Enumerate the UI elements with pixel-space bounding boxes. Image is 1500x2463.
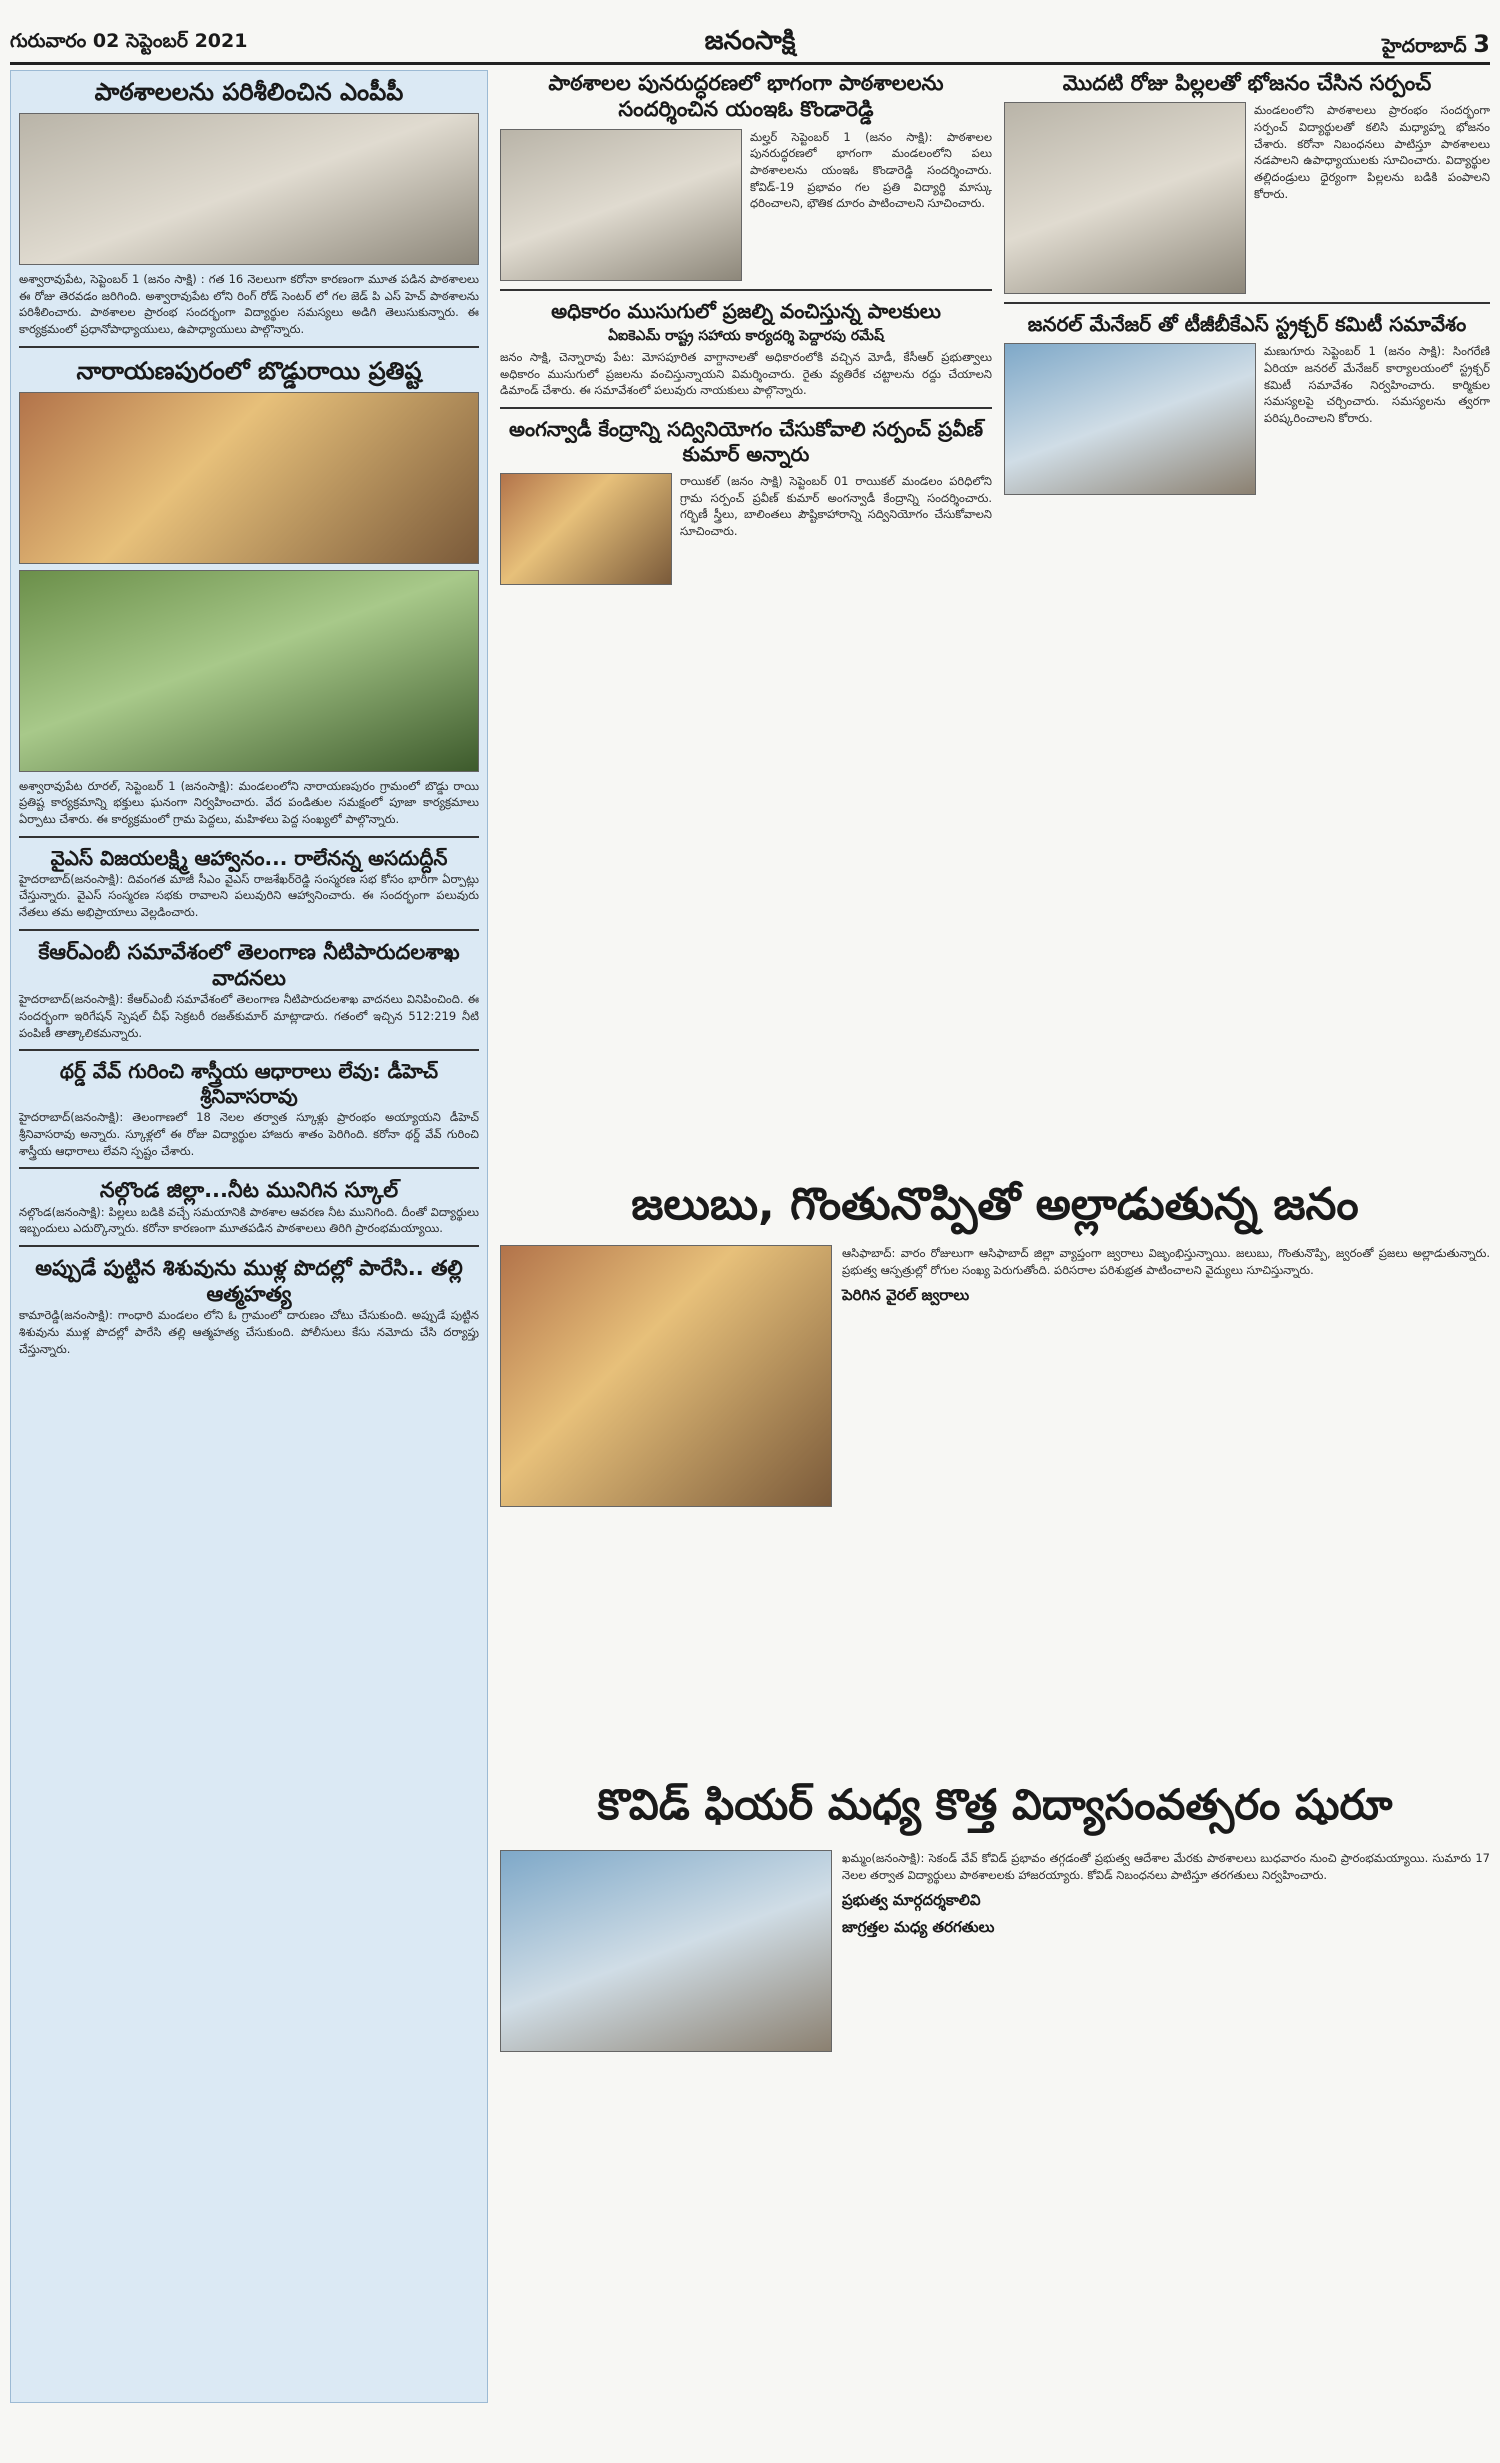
article-body: అశ్వారావుపేట, సెప్టెంబర్ 1 (జనం సాక్షి) : గత 16 నెలలుగా కరోనా కారణంగా మూత పడిన పాఠశాలలు ఈ రోజు తెరవడం జరిగింది. అశ్వారావుపేట లోని రింగ్ రోడ్ సెంటర్ లో గల జెడ్ పి ఎస్ హెచ్ పాఠశాలను పరిశీలించారు. పాఠశాలల ప్రారంభ సందర్భంగా విద్యార్థుల సమస్యలు అడిగి తెలుసుకున్నారు. ఈ కార్యక్రమంలో ప్రధానోపాధ్యాయులు, ఉపాధ్యాయులు పాల్గొన్నారు. <box>19 272 479 337</box>
article-title: కేఆర్‌ఎంబీ సమావేశంలో తెలంగాణ నీటిపారుదలశాఖ వాదనలు <box>38 939 460 990</box>
article-title: అంగన్వాడీ కేంద్రాన్ని సద్వినియోగం చేసుకోవాలి సర్పంచ్ ప్రవీణ్ కుమార్ అన్నారు <box>508 417 983 467</box>
article-title: మొదటి రోజు పిల్లలతో భోజనం చేసిన సర్పంచ్ <box>1062 71 1432 95</box>
covid-article <box>500 1850 1490 2390</box>
left-column <box>10 70 488 2403</box>
article-photo <box>19 570 479 772</box>
divider <box>19 1245 479 1247</box>
city-name: హైదరాబాద్ <box>1382 35 1467 57</box>
banner-headline-fever: జలుబు, గొంతునొప్పితో అల్లాడుతున్న జనం <box>631 1179 1359 1230</box>
divider <box>500 289 992 291</box>
article-subhead: పెరిగిన వైరల్ జ్వరాలు <box>842 1286 970 1305</box>
article-subhead: ప్రభుత్వ మార్గదర్శకాలివి <box>842 1891 981 1910</box>
divider <box>19 1049 479 1051</box>
article-photo <box>1004 102 1246 294</box>
article-title: జనరల్ మేనేజర్ తో టీజీబీకేఎస్ స్ట్రక్చర్ కమిటీ సమావేశం <box>1027 312 1467 337</box>
article-body: మణుగూరు సెప్టెంబర్ 1 (జనం సాక్షి): సింగరేణి ఏరియా జనరల్ మేనేజర్ కార్యాలయంలో స్ట్రక్చర్ కమిటీ సమావేశం నిర్వహించారు. కార్మికుల సమస్యలపై చర్చించారు. సమస్యలను త్వరగా పరిష్కరించాలని కోరారు. <box>1264 344 1490 425</box>
article-title: నారాయణపురంలో బొడ్డురాయి ప్రతిష్ట <box>76 356 422 385</box>
masthead <box>10 22 1490 65</box>
article-subhead: జాగ్రత్తల మధ్య తరగతులు <box>842 1918 995 1937</box>
article-photo <box>500 1245 832 1507</box>
article-photo <box>1004 343 1256 495</box>
banner-headline-covid: కొవిడ్ ఫియర్ మధ్య కొత్త విద్యాసంవత్సరం షురూ <box>597 1780 1393 1829</box>
article-body: రాయికల్ (జనం సాక్షి) సెప్టెంబర్ 01 రాయికల్ మండలం పరిధిలోని గ్రామ సర్పంచ్ ప్రవీణ్ కుమార్ అంగన్వాడీ కేంద్రాన్ని సందర్శించారు. గర్భిణీ స్త్రీలు, బాలింతలు పౌష్టికాహారాన్ని సద్వినియోగం చేసుకోవాలని సూచించారు. <box>680 474 992 539</box>
article-body: ఆసిఫాబాద్: వారం రోజులుగా ఆసిఫాబాద్ జిల్లా వ్యాప్తంగా జ్వరాలు విజృంభిస్తున్నాయి. జలుబు, గొంతునొప్పి, జ్వరంతో ప్రజలు అల్లాడుతున్నారు. ప్రభుత్వ ఆస్పత్రుల్లో రోగుల సంఖ్య పెరుగుతోంది. పరిసరాల పరిశుభ్రత పాటించాలని వైద్యులు సూచిస్తున్నారు. <box>842 1246 1490 1277</box>
article-photo <box>500 1850 832 2052</box>
middle-column <box>500 70 992 1160</box>
article-title: పాఠశాలలను పరిశీలించిన ఎంపీపీ <box>94 78 404 106</box>
article-title: పాఠశాలల పునరుద్ధరణలో భాగంగా పాఠశాలలను సందర్శించిన యంఇఓ కొండారెడ్డి <box>548 71 944 122</box>
issue-date: గురువారం 02 సెప్టెంబర్ 2021 <box>10 30 248 52</box>
article-title: వైఎస్ విజయలక్ష్మి ఆహ్వానం... రాలేనన్న అసదుద్దీన్ <box>50 845 448 870</box>
article-photo <box>500 129 742 281</box>
newspaper-logo: జనంసాక్షి <box>704 26 796 56</box>
article-subtitle: ఏఐకెఎమ్ రాష్ట్ర సహాయ కార్యదర్శి పెద్దారపు రమేష్ <box>608 327 884 344</box>
page-number: 3 <box>1473 30 1490 58</box>
article-title: అప్పుడే పుట్టిన శిశువును ముళ్ల పొదల్లో పారేసి.. తల్లి ఆత్మహత్య <box>35 1255 463 1307</box>
article-photo <box>500 473 672 585</box>
article-body: అశ్వారావుపేట రూరల్, సెప్టెంబర్ 1 (జనంసాక్షి): మండలంలోని నారాయణపురం గ్రామంలో బొడ్డు రాయి ప్రతిష్ట కార్యక్రమాన్ని భక్తులు ఘనంగా నిర్వహించారు. వేద పండితుల సమక్షంలో పూజా కార్యక్రమాలు ఏర్పాటు చేశారు. ఈ కార్యక్రమంలో గ్రామ పెద్దలు, మహిళలు పెద్ద సంఖ్యలో పాల్గొన్నారు. <box>19 778 479 827</box>
edition-city <box>1382 30 1490 62</box>
right-column <box>1004 70 1490 1160</box>
article-body: జనం సాక్షి, చెన్నారావు పేట: మోసపూరిత వాగ్దానాలతో అధికారంలోకి వచ్చిన మోడీ, కేసీఆర్ ప్రభుత్వాలు అధికారం ముసుగులో ప్రజలను వంచిస్తున్నాయని విమర్శించారు. రైతు వ్యతిరేక చట్టాలను రద్దు చేయాలని డిమాండ్ చేశారు. ఈ సమావేశంలో పలువురు నాయకులు పాల్గొన్నారు. <box>500 350 992 398</box>
article-body: మల్హర్ సెప్టెంబర్ 1 (జనం సాక్షి): పాఠశాలల పునరుద్ధరణలో భాగంగా మండలంలోని పలు పాఠశాలలను యంఇఓ కొండారెడ్డి సందర్శించారు. కోవిడ్-19 ప్రభావం గల ప్రతి విద్యార్థి మాస్కు ధరించాలని, భౌతిక దూరం పాటించాలని సూచించారు. <box>750 129 992 211</box>
fever-article <box>500 1245 1490 1645</box>
divider <box>19 836 479 838</box>
divider <box>500 407 992 409</box>
article-body: నల్గొండ(జనంసాక్షి): పిల్లలు బడికి వచ్చే సమయానికి పాఠశాల ఆవరణ నీట మునిగింది. దీంతో విద్యార్థులు ఇబ్బందులు ఎదుర్కొన్నారు. కరోనా కారణంగా మూతపడిన పాఠశాలలు తిరిగి ప్రారంభమయ్యాయి. <box>19 1204 479 1236</box>
article-body: హైదరాబాద్(జనంసాక్షి): కేఆర్‌ఎంబీ సమావేశంలో తెలంగాణ నీటిపారుదలశాఖ వాదనలు వినిపించింది. ఈ సందర్భంగా ఇరిగేషన్ స్పెషల్ చీఫ్ సెక్రటరీ రజత్‌కుమార్ మాట్లాడారు. గతంలో ఇచ్చిన 512:219 నీటి పంపిణీ తాత్కాలికమన్నారు. <box>19 992 479 1040</box>
article-body: మండలంలోని పాఠశాలలు ప్రారంభం సందర్భంగా సర్పంచ్ విద్యార్థులతో కలిసి మధ్యాహ్న భోజనం చేశారు. కరోనా నిబంధనలు పాటిస్తూ పాఠశాలలు నడపాలని ఉపాధ్యాయులకు సూచించారు. విద్యార్థుల తల్లిదండ్రులు ధైర్యంగా పిల్లలను బడికి పంపాలని కోరారు. <box>1254 103 1490 201</box>
article-body: హైదరాబాద్(జనంసాక్షి): దివంగత మాజీ సీఎం వైఎస్ రాజశేఖర్‌రెడ్డి సంస్మరణ సభ కోసం భారీగా ఏర్పాట్లు చేస్తున్నారు. వైఎస్ సంస్మరణ సభకు రావాలని పలువురిని ఆహ్వానించారు. ఈ సందర్భంగా పలువురు నేతలు తమ అభిప్రాయాలు వెల్లడించారు. <box>19 871 479 920</box>
article-photo <box>19 113 479 265</box>
article-body: కామారెడ్డి(జనంసాక్షి): గాంధారి మండలం లోని ఓ గ్రామంలో దారుణం చోటు చేసుకుంది. అప్పుడే పుట్టిన శిశువును ముళ్ల పొదల్లో పారేసి తల్లి ఆత్మహత్య చేసుకుంది. పోలీసులు కేసు నమోదు చేసి దర్యాప్తు చేస్తున్నారు. <box>19 1308 479 1356</box>
divider <box>19 1167 479 1169</box>
divider <box>19 929 479 931</box>
article-body: ఖమ్మం(జనంసాక్షి): సెకండ్ వేవ్ కోవిడ్ ప్రభావం తగ్గడంతో ప్రభుత్వ ఆదేశాల మేరకు పాఠశాలలు బుధవారం నుంచి ప్రారంభమయ్యాయి. సుమారు 17 నెలల తర్వాత విద్యార్థులు పాఠశాలలకు హాజరయ్యారు. కోవిడ్ నిబంధనలు పాటిస్తూ తరగతులు నిర్వహించారు. <box>842 1851 1490 1882</box>
article-photo <box>19 392 479 564</box>
article-title: నల్గొండ జిల్లా...నీట మునిగిన స్కూల్ <box>99 1178 399 1203</box>
article-title: అధికారం ముసుగులో ప్రజల్ని వంచిస్తున్న పాలకులు <box>551 298 941 323</box>
divider <box>1004 302 1490 304</box>
article-body: హైదరాబాద్(జనంసాక్షి): తెలంగాణలో 18 నెలల తర్వాత స్కూళ్లు ప్రారంభం అయ్యాయని డీహెచ్ శ్రీనివాసరావు అన్నారు. స్కూళ్లలో ఈ రోజు విద్యార్థుల హాజరు శాతం పెరిగింది. కరోనా థర్డ్ వేవ్ గురించి శాస్త్రీయ ఆధారాలు లేవని స్పష్టం చేశారు. <box>19 1110 479 1158</box>
article-title: థర్డ్ వేవ్ గురించి శాస్త్రీయ ఆధారాలు లేవు: డీహెచ్ శ్రీనివాసరావు <box>59 1059 439 1109</box>
divider <box>19 346 479 348</box>
